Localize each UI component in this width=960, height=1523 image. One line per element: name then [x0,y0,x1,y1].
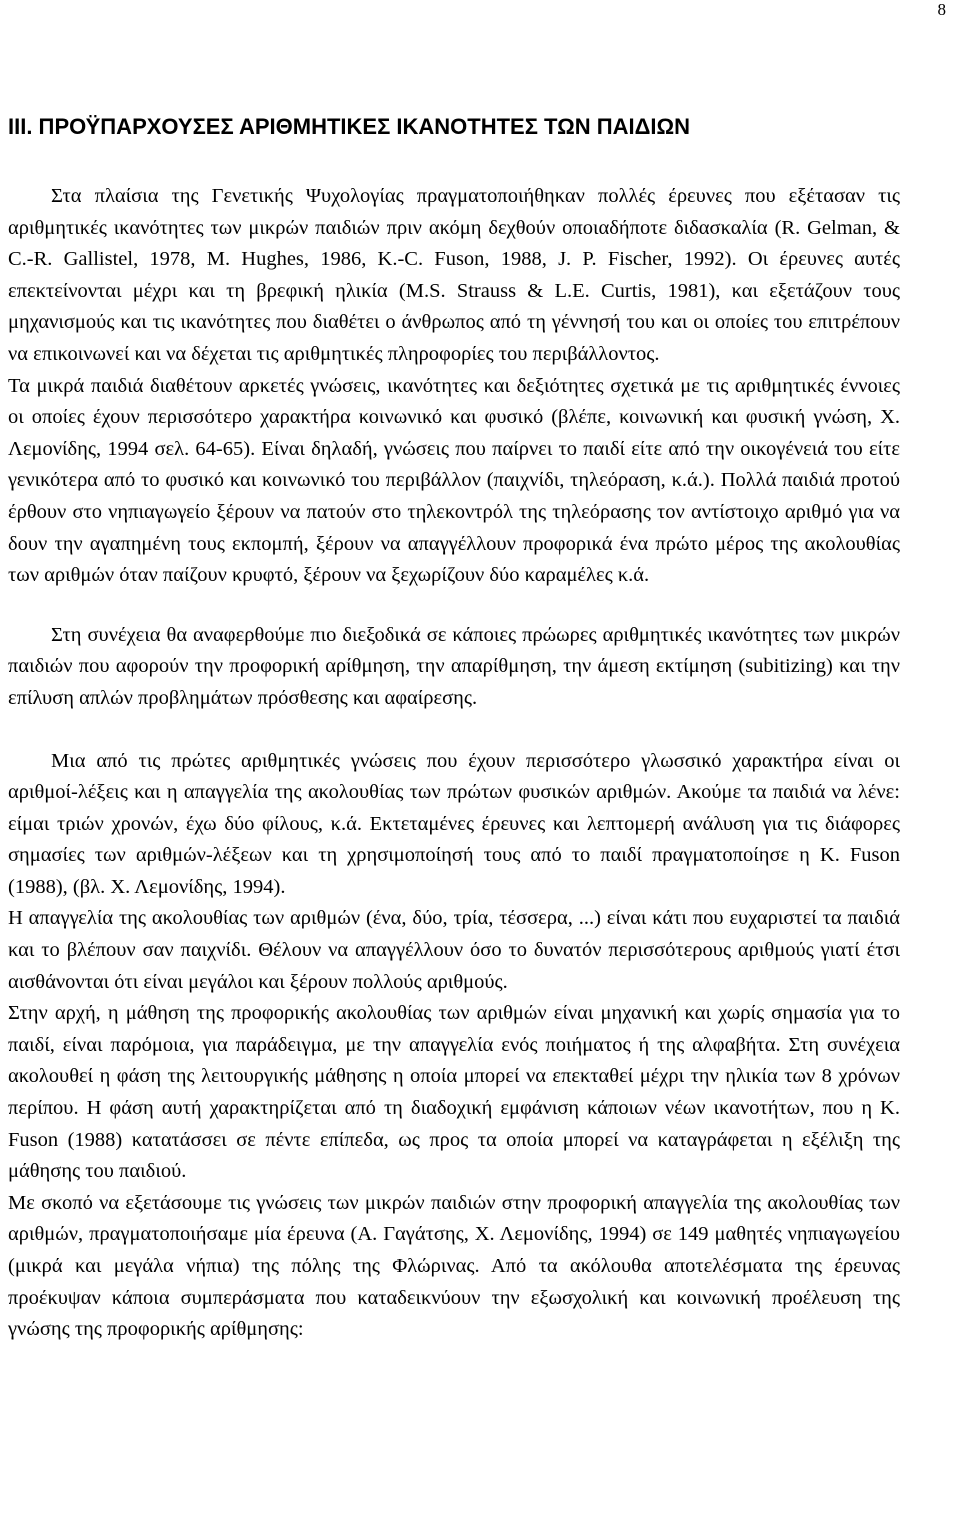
document-body [8,112,900,1346]
paragraph-intro: Στα πλαίσια της Γενετικής Ψυχολογίας πραγματοποιήθηκαν πολλές έρευνες που εξέτασαν τις αριθμητικές ικανότητες των μικρών παιδιών πριν ακόμη δεχθούν οποιαδήποτε διδασκαλία (R. Gelman, & C.-R. Gallistel, 1978, M. Hughes, 1986, K.-C. Fuson, 1988, J. P. Fischer, 1992). Οι έρευνες αυτές επεκτείνονται μέχρι και τη βρεφική ηλικία (M.S. Strauss & L.E. Curtis, 1981), και εξετάζουν τους μηχανισμούς και τις ικανότητες που διαθέτει ο άνθρωπος από τη γέννησή του και οι οποίες του επιτρέπουν να επικοινωνεί και να δέχεται τις αριθμητικές πληροφορίες του περιβάλλοντος. [8,185,900,365]
paragraph-overview: Στη συνέχεια θα αναφερθούμε πιο διεξοδικά σε κάποιες πρώωρες αριθμητικές ικανότητες των μικρών παιδιών που αφορούν την προφορική αρίθμηση, την απαρίθμηση, την άμεση εκτίμηση (subitizing) και την επίλυση απλών προβλημάτων πρόσθεσης και αφαίρεσης. [8,623,900,709]
section-heading: III. ΠΡΟΫΠΑΡΧΟΥΣΕΣ ΑΡΙΘΜΗΤΙΚΕΣ ΙΚΑΝΟΤΗΤΕΣ ΤΩΝ ΠΑΙΔΙΩΝ [8,114,691,139]
paragraph-recitation: Η απαγγελία της ακολουθίας των αριθμών (ένα, δύο, τρία, τέσσερα, ...) είναι κάτι που ευχαριστεί τα παιδιά και το βλέπουν σαν παιχνίδι. Θέλουν να απαγγέλλουν όσο το δυνατόν περισσότερους αριθμούς γιατί έτσι αισθάνονται ότι είναι μεγάλοι και ξέρουν πολλούς αριθμούς. [8,907,900,993]
paragraph-knowledge: Τα μικρά παιδιά διαθέτουν αρκετές γνώσεις, ικανότητες και δεξιότητες σχετικά με τις αριθμητικές έννοιες οι οποίες έχουν περισσότερο χαρακτήρα κοινωνικό και φυσικό (βλέπε, κοινωνική και φυσική γνώση, Χ. Λεμονίδης, 1994 σελ. 64-65). Είναι δηλαδή, γνώσεις που παίρνει το παιδί είτε από την οικογένειά του είτε γενικότερα από το φυσικό και κοινωνικό του περιβάλλον (παιχνίδι, τηλεόραση, κ.ά.). Πολλά παιδιά προτού έρθουν στο νηπιαγωγείο ξέρουν να πατούν στο τηλεκοντρόλ της τηλεόρασης τον αντίστοιχο αριθμό για να δουν την αγαπημένη τους εκπομπή, ξέρουν να απαγγέλλουν προφορικά ένα πρώτο μέρος της ακολουθίας των αριθμών όταν παίζουν κρυφτό, ξέρουν να ξεχωρίζουν δύο καραμέλες κ.ά. [8,374,900,587]
page-number: 8 [937,0,946,19]
paragraph-learning-phases: Στην αρχή, η μάθηση της προφορικής ακολουθίας των αριθμών είναι μηχανική και χωρίς σημασία για το παιδί, είναι παρόμοια, για παράδειγμα, με την απαγγελία ενός ποιήματος ή της αλφαβήτα. Στη συνέχεια ακολουθεί η φάση της λειτουργικής μάθησης η οποία μπορεί να επεκταθεί μέχρι την ηλικία των 8 χρόνων περίπου. Η φάση αυτή χαρακτηρίζεται από τη διαδοχική εμφάνιση κάποιων νέων ικανοτήτων, που η K. Fuson (1988) κατατάσσει σε πέντε επίπεδα, ως προς τα οποία μπορεί να καταγράφεται η εξέλιξη της μάθησης του παιδιού. [8,1002,900,1183]
paragraph-study: Με σκοπό να εξετάσουμε τις γνώσεις των μικρών παιδιών στην προφορική απαγγελία της ακολουθίας των αριθμών, πραγματοποιήσαμε μία έρευνα (Α. Γαγάτσης, Χ. Λεμονίδης, 1994) σε 149 μαθητές νηπιαγωγείου (μικρά και μεγάλα νήπια) της πόλης της Φλώρινας. Από τα ακόλουθα αποτελέσματα της έρευνας προέκυψαν κάποια συμπεράσματα που καταδεικνύουν την εξωσχολική και κοινωνική προέλευση της γνώσης της προφορικής αρίθμησης: [8,1191,900,1341]
paragraph-number-words: Μια από τις πρώτες αριθμητικές γνώσεις που έχουν περισσότερο γλωσσικό χαρακτήρα είναι οι αριθμοί-λέξεις και η απαγγελία της ακολουθίας των πρώτων φυσικών αριθμών. Ακούμε τα παιδιά να λένε: είμαι τριών χρονών, έχω δύο φίλους, κ.ά. Εκτεταμένες έρευνες και λεπτομερή ανάλυση για τις διάφορες σημασίες των αριθμών-λέξεων και τη χρησιμοποίησή τους από το παιδί πραγματοποίησε η K. Fuson (1988), (βλ. Χ. Λεμονίδης, 1994). [8,749,900,898]
